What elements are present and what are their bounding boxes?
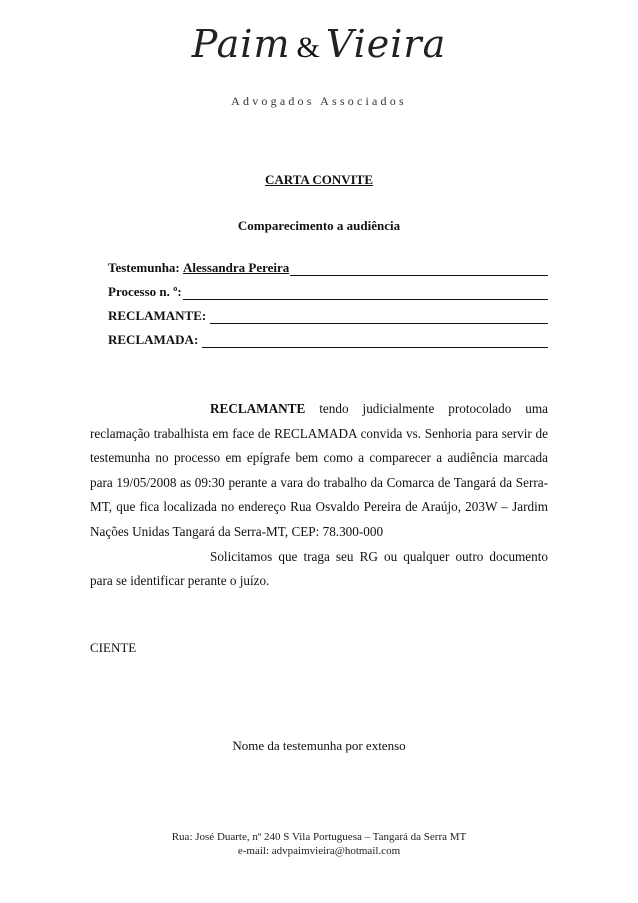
field-reclamada [108, 332, 548, 348]
reclamante-line [210, 311, 548, 324]
field-testemunha [108, 260, 548, 276]
footer-email: e-mail: advpaimvieira@hotmail.com [237, 845, 401, 857]
document-title: CARTA CONVITE [264, 172, 373, 187]
field-processo [108, 284, 548, 300]
paragraph-1-bold: RECLAMANTE [210, 401, 306, 416]
paragraph-2 [90, 545, 548, 594]
ciente-label: CIENTE [90, 640, 137, 655]
document-subtitle: Comparecimento a audiência [237, 218, 401, 233]
firm-tagline: Advogados Associados [231, 94, 407, 108]
processo-line [183, 287, 548, 300]
logo-name-vieira: Vieira [325, 22, 447, 66]
letter-body [90, 397, 548, 594]
reclamada-line [202, 335, 548, 348]
footer [0, 830, 638, 858]
testemunha-value: Alessandra Pereira [183, 260, 290, 275]
testemunha-label: Testemunha: [108, 260, 180, 275]
testemunha-line [290, 263, 548, 276]
reclamada-label: RECLAMADA: [108, 332, 199, 347]
firm-logo [0, 22, 638, 66]
field-reclamante [108, 308, 548, 324]
footer-address: Rua: José Duarte, nº 240 S Vila Portuguesa – Tangará da Serra MT [171, 831, 467, 843]
reclamante-label: RECLAMANTE: [108, 308, 207, 323]
paragraph-1 [90, 397, 548, 545]
paragraph-1-text: tendo judicialmente protocolado uma reclamação trabalhista em face de RECLAMADA convida vs. Senhoria para servir de testemunha no processo em epígrafe bem como a comparecer a audiência marcada para 19/05/2008 as 09:30 perante a vara do trabalho da Comarca de Tangará da Serra- MT, que fica localizada no endereço Rua Osvaldo Pereira de Araújo, 203W – Jardim Nações Unidas Tangará da Serra-MT, CEP: 78.300-000 [90, 401, 548, 539]
signature-label: Nome da testemunha por extenso [232, 738, 406, 753]
logo-ampersand: & [296, 31, 320, 64]
processo-label: Processo n. º: [108, 284, 182, 299]
paragraph-2-text: Solicitamos que traga seu RG ou qualquer outro documento para se identificar perante o juízo. [90, 548, 548, 589]
logo-name-paim: Paim [191, 22, 291, 66]
